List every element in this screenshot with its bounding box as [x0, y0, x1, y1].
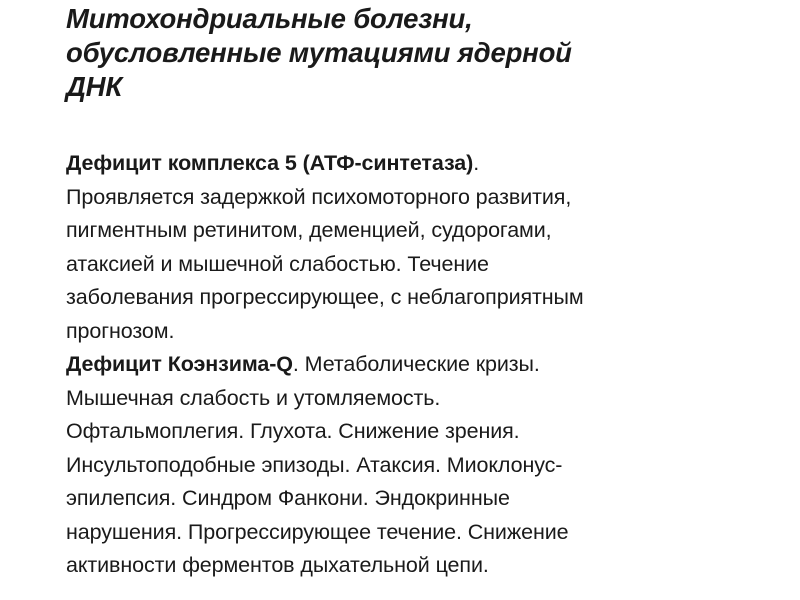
term-period: . [473, 151, 480, 175]
body-line: активности ферментов дыхательной цепи. [66, 553, 489, 577]
body-line: пигментным ретинитом, деменцией, судорогами, [66, 218, 552, 242]
title-line: ДНК [66, 71, 123, 102]
term-complex-5: Дефицит комплекса 5 (АТФ-синтетаза) [66, 151, 474, 175]
body-line: Офтальмоплегия. Глухота. Снижение зрения. [66, 419, 520, 443]
body-line: заболевания прогрессирующее, с неблагоприятным [66, 285, 584, 309]
section-complex-5 [66, 147, 760, 348]
body-line: прогнозом. [66, 318, 175, 343]
body-line: . Метаболические кризы. [292, 352, 540, 376]
title-line: Митохондриальные болезни, [66, 3, 473, 34]
body-line: Инсультоподобные эпизоды. Атаксия. Миоклонус- [66, 452, 563, 477]
body-line: Проявляется задержкой психомоторного развития, [66, 184, 572, 209]
body-line: эпилепсия. Синдром Фанкони. Эндокринные [66, 486, 510, 510]
slide-body [66, 147, 760, 583]
term-coenzyme-q: Дефицит Коэнзима-Q [66, 352, 293, 376]
slide-title [66, 0, 760, 104]
section-coenzyme-q [66, 348, 760, 583]
body-line: нарушения. Прогрессирующее течение. Снижение [66, 519, 569, 544]
body-line: атаксией и мышечной слабостью. Течение [66, 251, 489, 276]
body-line: Мышечная слабость и утомляемость. [66, 385, 441, 410]
title-line: обусловленные мутациями ядерной [66, 37, 572, 68]
